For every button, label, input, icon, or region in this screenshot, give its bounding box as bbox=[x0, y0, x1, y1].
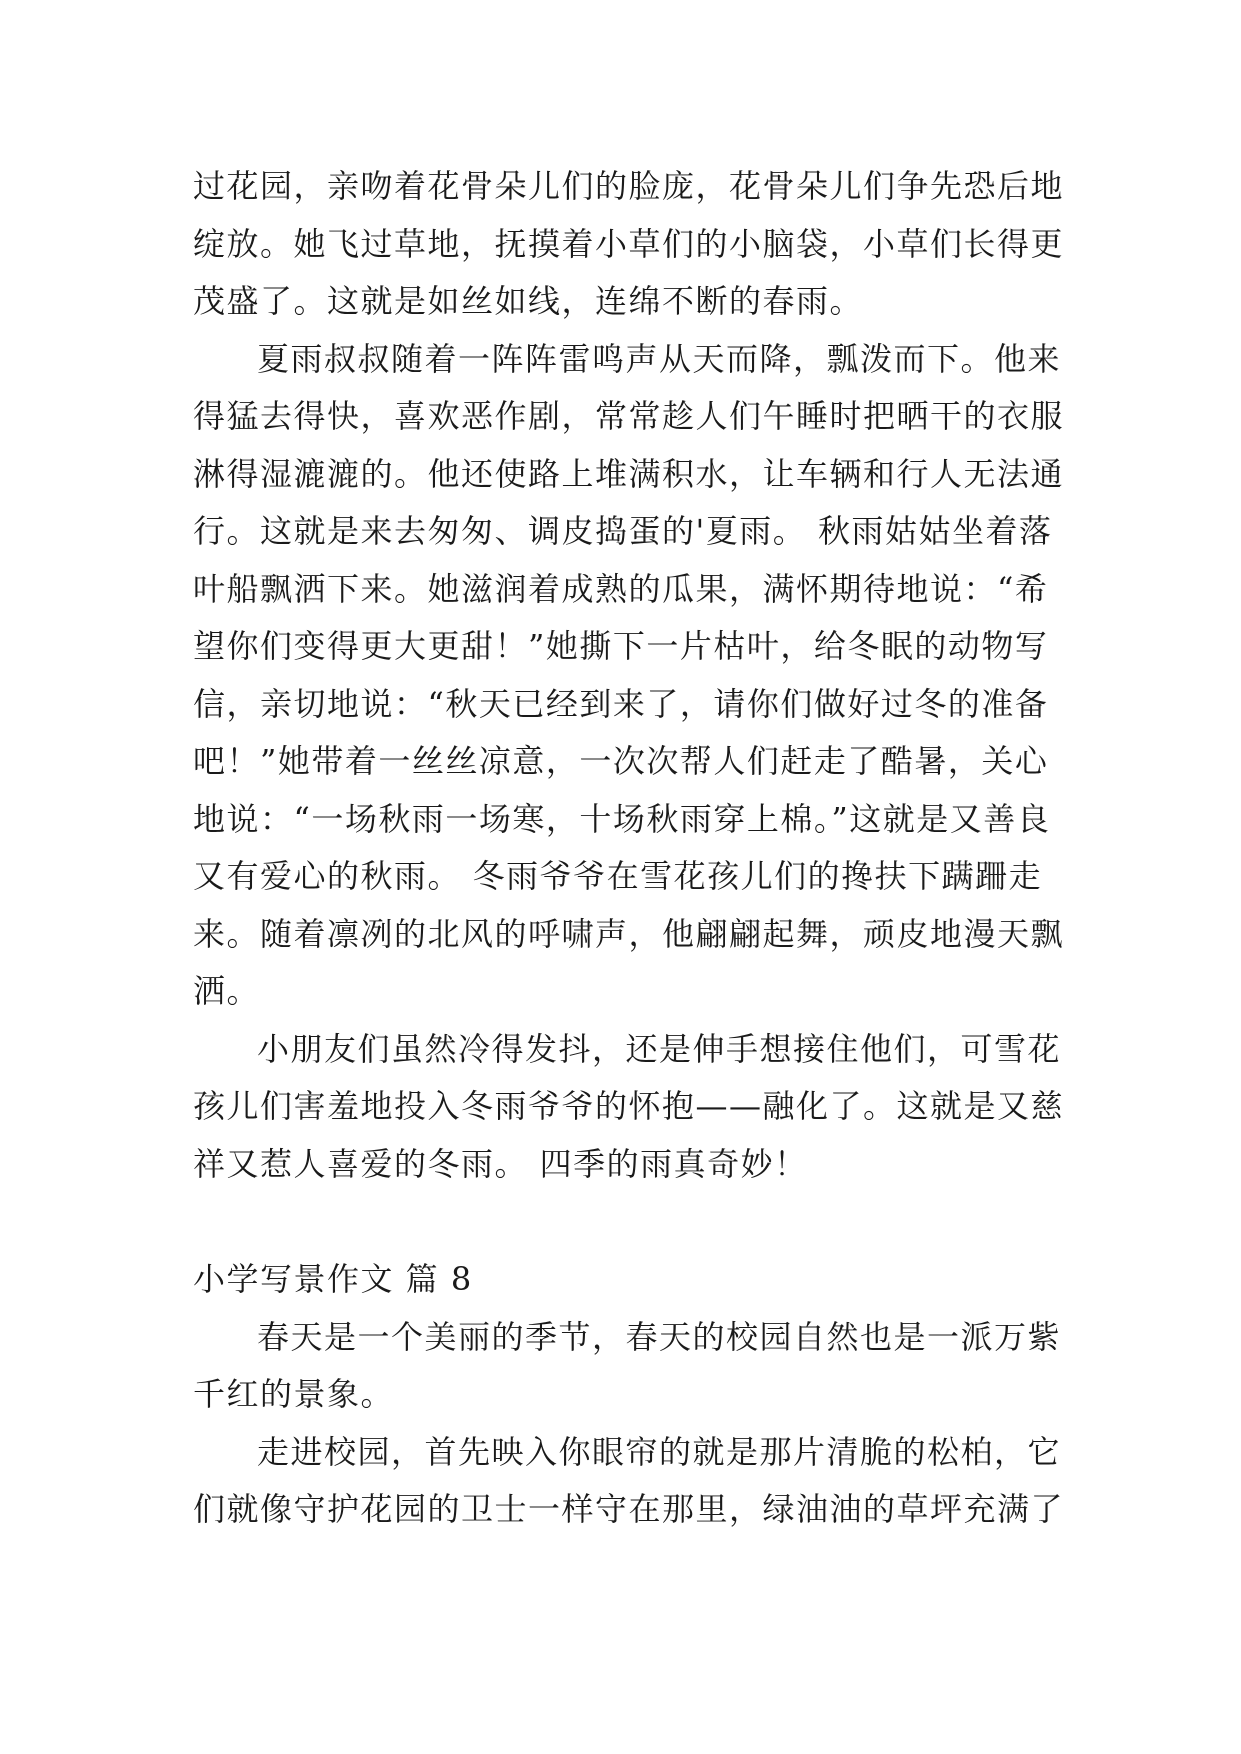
text-line: 孩儿们害羞地投入冬雨爷爷的怀抱——融化了。这就是又慈 bbox=[193, 1087, 1065, 1125]
section-gap bbox=[193, 1193, 1055, 1251]
text-line: 淋得湿漉漉的。他还使路上堆满积水，让车辆和行人无法通 bbox=[193, 454, 1065, 493]
text-line: 吧！”她带着一丝丝凉意，一次次帮人们赶走了酷暑，关心 bbox=[193, 742, 1049, 780]
text-line: 望你们变得更大更甜！”她撕下一片枯叶，给冬眠的动物写 bbox=[193, 627, 1049, 665]
text-line: 绽放。她飞过草地，抚摸着小草们的小脑袋，小草们长得更 bbox=[193, 224, 1065, 263]
paragraph-summer-rain: 夏雨叔叔随着一阵阵雷鸣声从天而降，瓢泼而下。他来 bbox=[257, 339, 1062, 378]
text-line: 们就像守护花园的卫士一样守在那里，绿油油的草坪充满了 bbox=[193, 1490, 1065, 1528]
text-line: 信，亲切地说：“秋天已经到来了，请你们做好过冬的准备 bbox=[193, 684, 1049, 723]
text-line: 得猛去得快，喜欢恶作剧，常常趁人们午睡时把晒干的衣服 bbox=[193, 397, 1065, 435]
section-heading: 小学写景作文 篇 8 bbox=[193, 1260, 473, 1298]
text-line: 茂盛了。这就是如丝如线，连绵不断的春雨。 bbox=[193, 282, 864, 320]
text-line: 过花园，亲吻着花骨朵儿们的脸庞，花骨朵儿们争先恐后地 bbox=[193, 167, 1065, 205]
text-line: 洒。 bbox=[193, 972, 261, 1010]
paragraph-campus: 走进校园，首先映入你眼帘的就是那片清脆的松柏，它 bbox=[257, 1432, 1062, 1471]
text-line: 行。这就是来去匆匆、调皮捣蛋的'夏雨。 秋雨姑姑坐着落 bbox=[193, 512, 1053, 550]
document-page bbox=[193, 158, 1065, 1539]
text-line: 祥又惹人喜爱的冬雨。 四季的雨真奇妙！ bbox=[193, 1144, 808, 1183]
text-line: 叶船飘洒下来。她滋润着成熟的瓜果，满怀期待地说：“希 bbox=[193, 569, 1049, 608]
paragraph-spring: 春天是一个美丽的季节，春天的校园自然也是一派万紫 bbox=[257, 1317, 1062, 1356]
paragraph-children: 小朋友们虽然冷得发抖，还是伸手想接住他们，可雪花 bbox=[257, 1029, 1062, 1068]
text-line: 来。随着凛冽的北风的呼啸声，他翩翩起舞，顽皮地漫天飘 bbox=[193, 914, 1065, 953]
text-line: 千红的景象。 bbox=[193, 1375, 395, 1413]
text-line: 地说：“一场秋雨一场寒，十场秋雨穿上棉。”这就是又善良 bbox=[193, 799, 1051, 838]
text-line: 又有爱心的秋雨。 冬雨爷爷在雪花孩儿们的搀扶下蹒跚走 bbox=[193, 857, 1043, 895]
